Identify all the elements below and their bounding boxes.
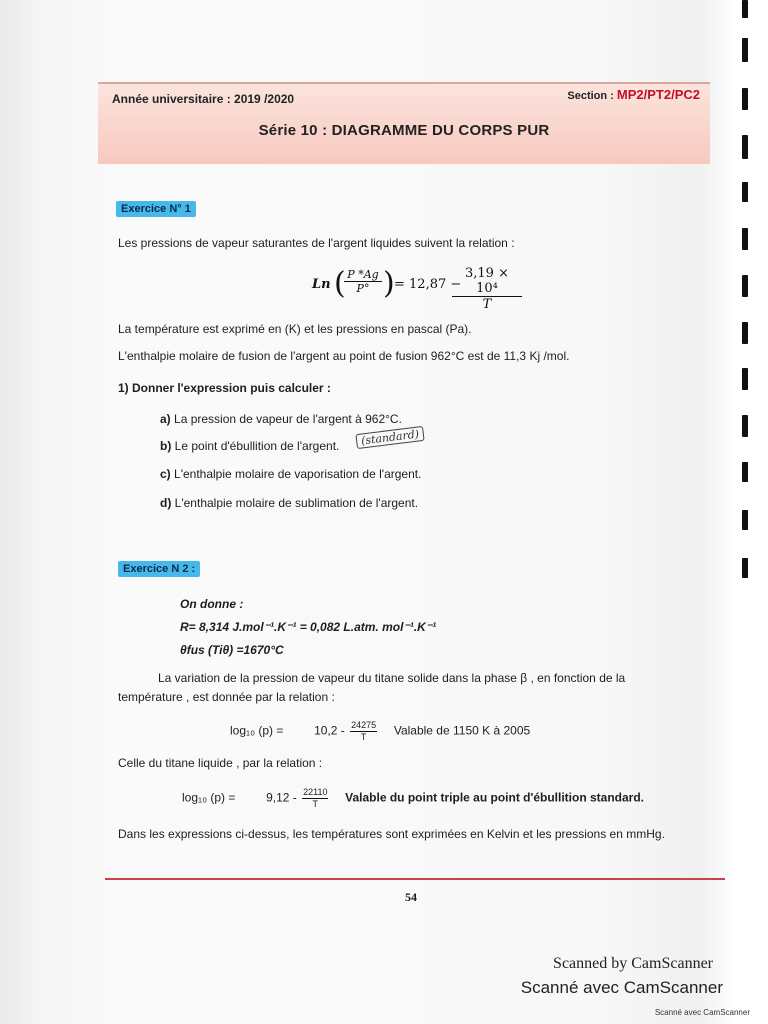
formula-liquid: log₁₀ (p) = 9,12 - $\frac{22110}{T}$ Valable du point triple au point d'ébullition standard. [182,787,645,809]
formula-frac-pressure: P *Ag P° [344,268,382,295]
page-number: 54 [405,890,417,904]
formula-liquid-frac: $\frac{22110}{T}$ [303,787,328,809]
page-title: Série 10 : DIAGRAMME DU CORPS PUR [258,122,550,139]
question-1c: c) L'enthalpie molaire de vaporisation de l'argent. [160,467,422,481]
exercise-1-tag: Exercice N° 1 [116,201,196,217]
section-info [567,87,700,102]
question-1: 1) Donner l'expression puis calculer : [118,381,331,395]
exercise-2-units: Dans les expressions ci-dessus, les températures sont exprimées en Kelvin et les pressions en mmHg. [118,827,665,841]
binding-marks [734,0,748,610]
formula-solid-frac: $\frac{24275}{T}$ [351,720,377,742]
section-value: MP2/PT2/PC2 [616,87,700,102]
exercise-2-text-1: La variation de la pression de vapeur du titane solide dans la phase β , en fonction de la [158,671,626,685]
formula-ln: Ln [312,277,331,292]
camscanner-watermark-1: Scanned by CamScanner [553,955,713,972]
paren-close: ) [383,266,395,301]
formula-frac-coef: 3,19 × 10⁴ T [452,266,522,312]
formula-constant: = 12,87 − [394,277,462,292]
footer-divider [105,878,725,880]
exercise-1-intro: Les pressions de vapeur saturantes de l'argent liquides suivent la relation : [118,236,515,250]
fusion-temperature: θfus (Tiθ) =1670°C [180,643,284,657]
paren-open: ( [334,266,346,301]
gas-constant: R= 8,314 J.mol⁻¹.K⁻¹ = 0,082 L.atm. mol⁻¹.K⁻¹ [180,620,437,634]
camscanner-watermark-2: Scanné avec CamScanner [520,978,723,997]
question-1a: a) La pression de vapeur de l'argent à 962°C. [160,412,402,426]
exercise-2-tag: Exercice N 2 : [118,561,200,577]
exercise-2-text-2: température , est donnée par la relation : [118,690,335,704]
header-banner [98,82,710,164]
on-donne: On donne : [180,597,244,611]
academic-year: Année universitaire : 2019 /2020 [112,92,295,106]
formula-solid: log₁₀ (p) = 10,2 - $\frac{24275}{T}$ Valable de 1150 K à 2005 [230,720,531,742]
question-1b: b) Le point d'ébullition de l'argent. [160,439,340,453]
section-label: Section : [567,90,614,102]
question-1d: d) L'enthalpie molaire de sublimation de l'argent. [160,496,419,510]
camscanner-watermark-3: Scanné avec CamScanner [654,1008,750,1017]
exercise-1-enthalpy: L'enthalpie molaire de fusion de l'argent au point de fusion 962°C est de 11,3 Kj /mol. [118,349,570,363]
handwritten-note: (standard) [355,426,425,449]
liquid-intro: Celle du titane liquide , par la relation : [118,756,323,770]
formula-ln-pressure [312,262,532,312]
exercise-1-units: La température est exprimé en (K) et les pressions en pascal (Pa). [118,322,472,336]
